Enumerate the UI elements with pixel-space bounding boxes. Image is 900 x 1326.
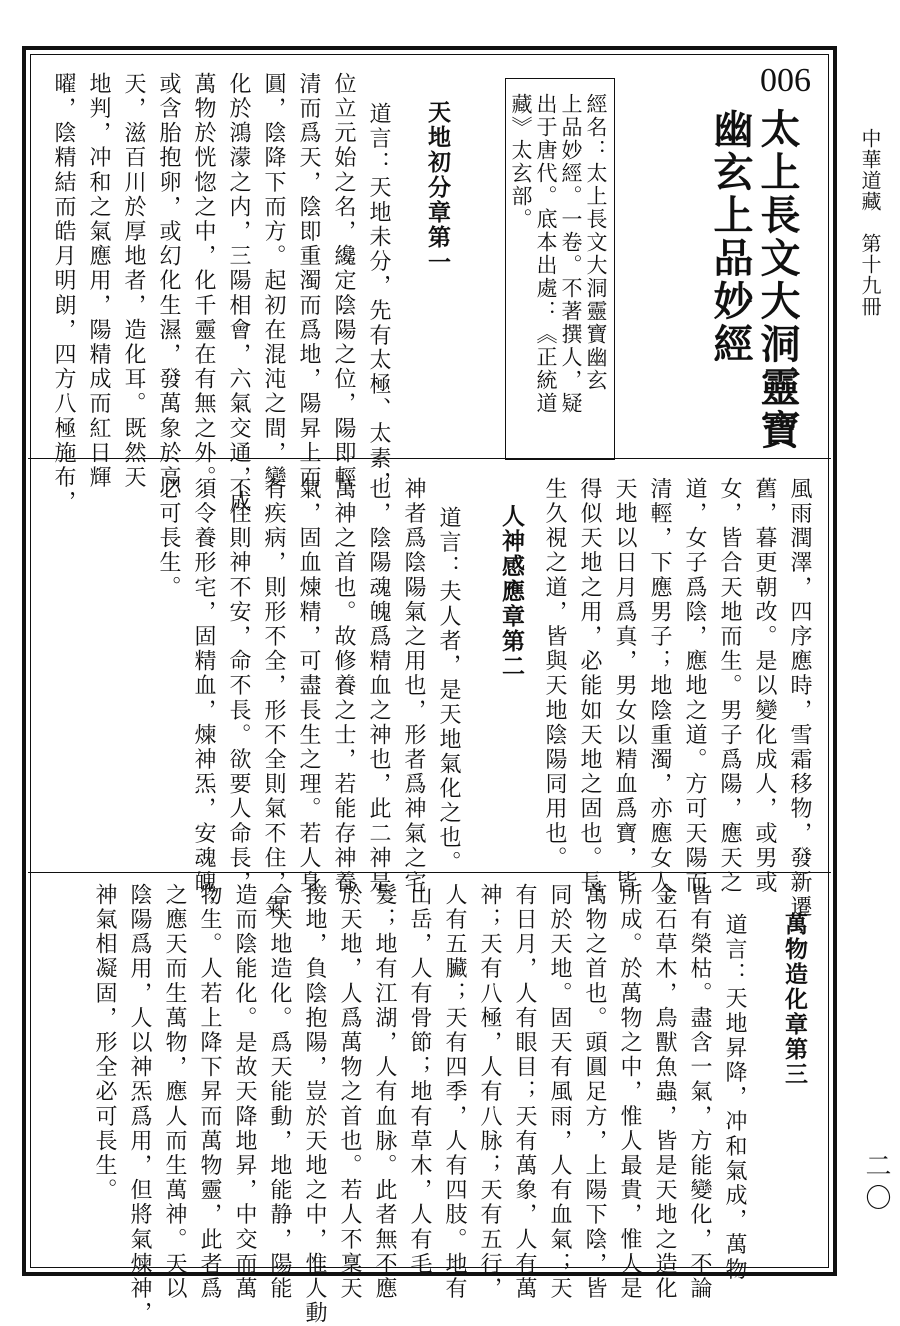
text-column: 合天地造化。爲天能動，地能静，陽能 — [267, 883, 292, 1302]
text-column: 物生。人若上降下昇而萬物靈，此者爲 — [197, 883, 222, 1302]
text-column: 山岳，人有骨節；地有草木，人有毛 — [407, 883, 432, 1277]
text-column: 神；天有八極，人有八脉；天有五行， — [477, 883, 502, 1302]
text-column: 於天地，人爲萬物之首也。若人不稟天 — [337, 883, 362, 1302]
text-column: 髮；地有江湖，人有血脉。此者無不應 — [372, 883, 397, 1302]
text-column: 必可長生。 — [156, 477, 181, 600]
text-column: 氣，固血煉精，可盡長生之理。若人身 — [296, 477, 321, 896]
running-header: 中華道藏 第十九冊 — [858, 128, 882, 317]
title-line-2: 幽玄上品妙經 — [707, 108, 753, 366]
text-column: 道言：天地昇降，冲和氣成，萬物 — [722, 913, 747, 1282]
text-column: 神氣相凝固，形全必可長生。 — [92, 883, 117, 1203]
page-number: 二〇 — [861, 1152, 891, 1216]
text-column: 清而爲天，陰即重濁而爲地，陽昇上而 — [296, 72, 321, 491]
text-column: 清輕，下應男子；地陰重濁，亦應女人。 — [647, 477, 672, 920]
text-column: 或含胎抱卵，或幻化生濕，發萬象於高 — [156, 72, 181, 491]
text-column: 曜，陰精結而皓月明朗，四方八極施布， — [51, 72, 76, 515]
text-column: 道，女子爲陰，應地之道。方可天陽而 — [682, 477, 707, 896]
text-column: 同於天地。固天有風雨，人有血氣；天 — [547, 883, 572, 1302]
register-divider-2 — [28, 872, 831, 873]
meta-line: 經名：太上長文大洞靈寶幽玄 — [584, 93, 608, 392]
text-column: 天，滋百川於厚地者，造化耳。既然天 — [121, 72, 146, 491]
text-column: 得似天地之用，必能如天地之固也。長 — [577, 477, 602, 896]
metadata-box — [505, 78, 615, 460]
text-column: 萬物之首也。頭圓足方，上陽下陰，皆 — [582, 883, 607, 1302]
text-column: 不住則神不安，命不長。欲要人命長， — [226, 477, 251, 896]
text-column: 生久視之道，皆與天地陰陽同用也。 — [542, 477, 567, 871]
chapter-3-heading: 萬物造化章第三 — [781, 912, 808, 1087]
title-line-1: 太上長文大洞靈寶 — [754, 108, 800, 452]
text-column: 萬物於恍惚之中，化千靈在有無之外。 — [191, 72, 216, 491]
chapter-2-heading: 人神感應章第二 — [498, 504, 525, 679]
text-column: 天地以日月爲真，男女以精血爲寶，皆 — [612, 477, 637, 896]
text-column: 皆有榮枯。盡含一氣，方能變化，不論 — [687, 883, 712, 1302]
text-column: 所成。於萬物之中，惟人最貴，惟人是 — [617, 883, 642, 1302]
chapter-1-heading: 天地初分章第一 — [424, 100, 451, 275]
text-column: 接地，負陰抱陽，豈於天地之中，惟人動 — [302, 883, 327, 1326]
text-column: 地判，冲和之氣應用，陽精成而紅日輝 — [86, 72, 111, 491]
text-column: 造而陰能化。是故天降地昇，中交而萬 — [232, 883, 257, 1302]
meta-line: 出于唐代。底本出處：《正統道 — [534, 93, 558, 415]
text-column: 之應天而生萬物，應人而生萬神。天以 — [162, 883, 187, 1302]
text-column: 人有五臟；天有四季，人有四肢。地有 — [442, 883, 467, 1302]
meta-line: 藏》太玄部。 — [509, 93, 533, 231]
text-column: 道言：天地未分，先有太極、太素， — [366, 102, 391, 496]
text-column: 金石草木，鳥獸魚蟲，皆是天地之造化 — [652, 883, 677, 1302]
text-column: 有日月，人有眼目；天有萬象，人有萬 — [512, 883, 537, 1302]
text-column: 圓，陰降下而方。起初在混沌之間，變 — [261, 72, 286, 491]
text-column: 女，皆合天地而生。男子爲陽，應天之 — [717, 477, 742, 896]
meta-line: 上品妙經。一卷。不著撰人，疑 — [559, 93, 583, 415]
text-column: 舊，暮更朝改。是以變化成人，或男或 — [752, 477, 777, 896]
text-column: 陰陽爲用，人以神炁爲用，但將氣煉神， — [127, 883, 152, 1326]
text-column: 道言：夫人者，是天地氣化之也。 — [436, 506, 461, 875]
text-column: 也，陰陽魂魄爲精血之神也，此二神是 — [366, 477, 391, 896]
text-column: 有疾病，則形不全，形不全則氣不住，氣 — [261, 477, 286, 920]
text-column: 化於鴻濛之内，三陽相會，六氣交通，成 — [226, 72, 251, 515]
text-column: 萬神之首也。故修養之士，若能存神養 — [331, 477, 356, 896]
text-column: 位立元始之名，纔定陰陽之位，陽即輕 — [331, 72, 356, 491]
text-column: 神者爲陰陽氣之用也，形者爲神氣之宅 — [401, 477, 426, 896]
register-divider-1 — [28, 458, 831, 459]
text-column: 風雨潤澤，四序應時，雪霜移物，發新遷 — [787, 477, 812, 920]
text-number: 006 — [760, 62, 811, 99]
text-column: 須令養形宅，固精血，煉神炁，安魂魄， — [191, 477, 216, 920]
